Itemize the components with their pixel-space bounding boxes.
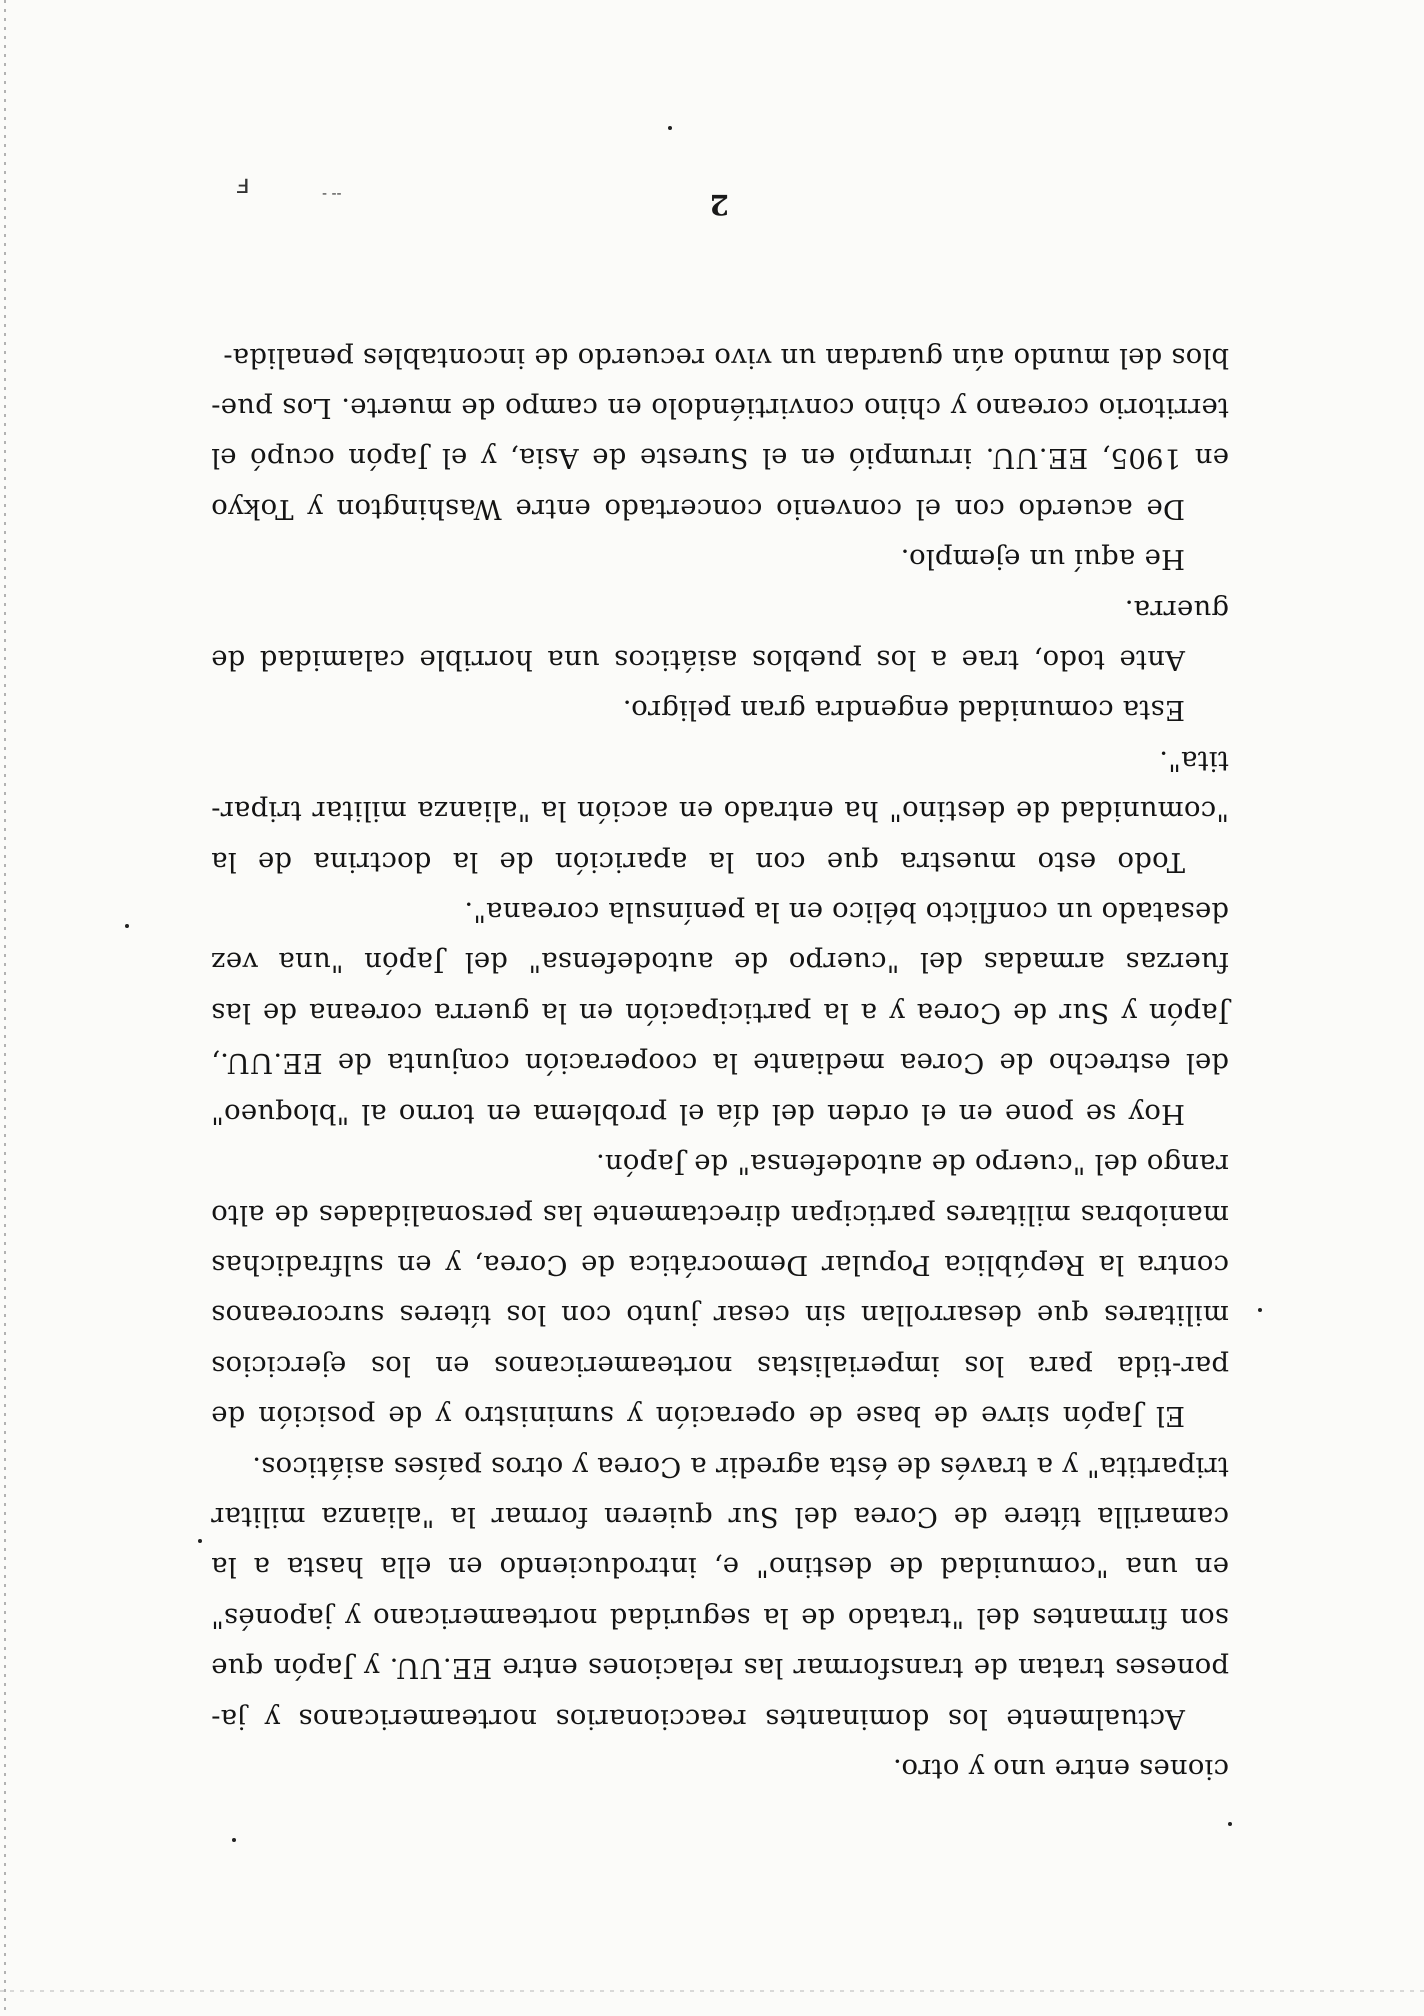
paragraph-continuation: ciones entre uno y otro. xyxy=(892,1753,1229,1785)
page-number: 2 xyxy=(709,188,729,221)
scan-speck xyxy=(198,1539,202,1543)
scan-speck xyxy=(125,924,129,928)
paragraph-2: El Japón sirve de base de operación y suministro y de posición de par-tida para los imperialistas norteamericanos en los ejercicios militares que desarrollan sin cesar junto con los títeres surcoreanos contra la República Popular Democrática de Corea, y en sulfradichas maniobras militares participan directamente las personalidades de alto rango del "cuerpo de autodefensa" de Japón. xyxy=(211,1148,1229,1433)
body-text xyxy=(211,332,1229,1794)
paragraph-1: Actualmente los dominantes reaccionarios norteamericanos y ja-poneses tratan de transformar las relaciones entre EE.UU. y Japón que son firmantes del "tratado de la seguridad norteamericano y japonés" en una "comunidad de destino" e, introduciendo en ella hasta a la camarilla títere de Corea del Sur quieren formar la "alianza militar tripartita" y a través de ésta agredir a Corea y otros países asiáticos. xyxy=(211,1450,1229,1735)
paragraph-5: Esta comunidad engendra gran peligro. xyxy=(622,694,1185,727)
paragraph-6: Ante todo, trae a los pueblos asiáticos una horrible calamidad de guerra. xyxy=(211,593,1229,677)
paragraph-8: De acuerdo con el convenio concertado entre Washington y Tokyo en 1905, EE.UU. irrumpió en el Sureste de Asia, y el Japón ocupó el territorio coreano y chino convirtiéndolo en campo de muerte. Los pue-blos del mundo aún guardan un vivo recuerdo de incontables penalida- xyxy=(211,341,1229,525)
scan-speck xyxy=(1228,1822,1232,1826)
scan-speck xyxy=(668,126,672,130)
paragraph-3: Hoy se pone en el orden del día el problema en torno al "bloqueo" del estrecho de Corea mediante la cooperación conjunta de EE.UU., Japón y Sur de Corea y a la participación en la guerra coreana de las fuerzas armadas del "cuerpo de autodefensa" del Japón "una vez desatado un conflicto bélico en la península coreana". xyxy=(211,896,1229,1130)
scan-speck xyxy=(1258,1308,1262,1312)
scan-mark: - -- xyxy=(322,186,342,202)
scan-mark: ⅎ xyxy=(236,170,250,200)
scan-speck xyxy=(232,1838,236,1842)
paragraph-7: He aquí un ejemplo. xyxy=(900,543,1185,576)
continuation-tail: es entre uno y otro. xyxy=(892,1753,1170,1785)
paragraph-4: Todo esto muestra que con la aparición de la doctrina de la "comunidad de destino" ha entrado en acción la "alianza militar tripar-tita". xyxy=(211,744,1229,878)
